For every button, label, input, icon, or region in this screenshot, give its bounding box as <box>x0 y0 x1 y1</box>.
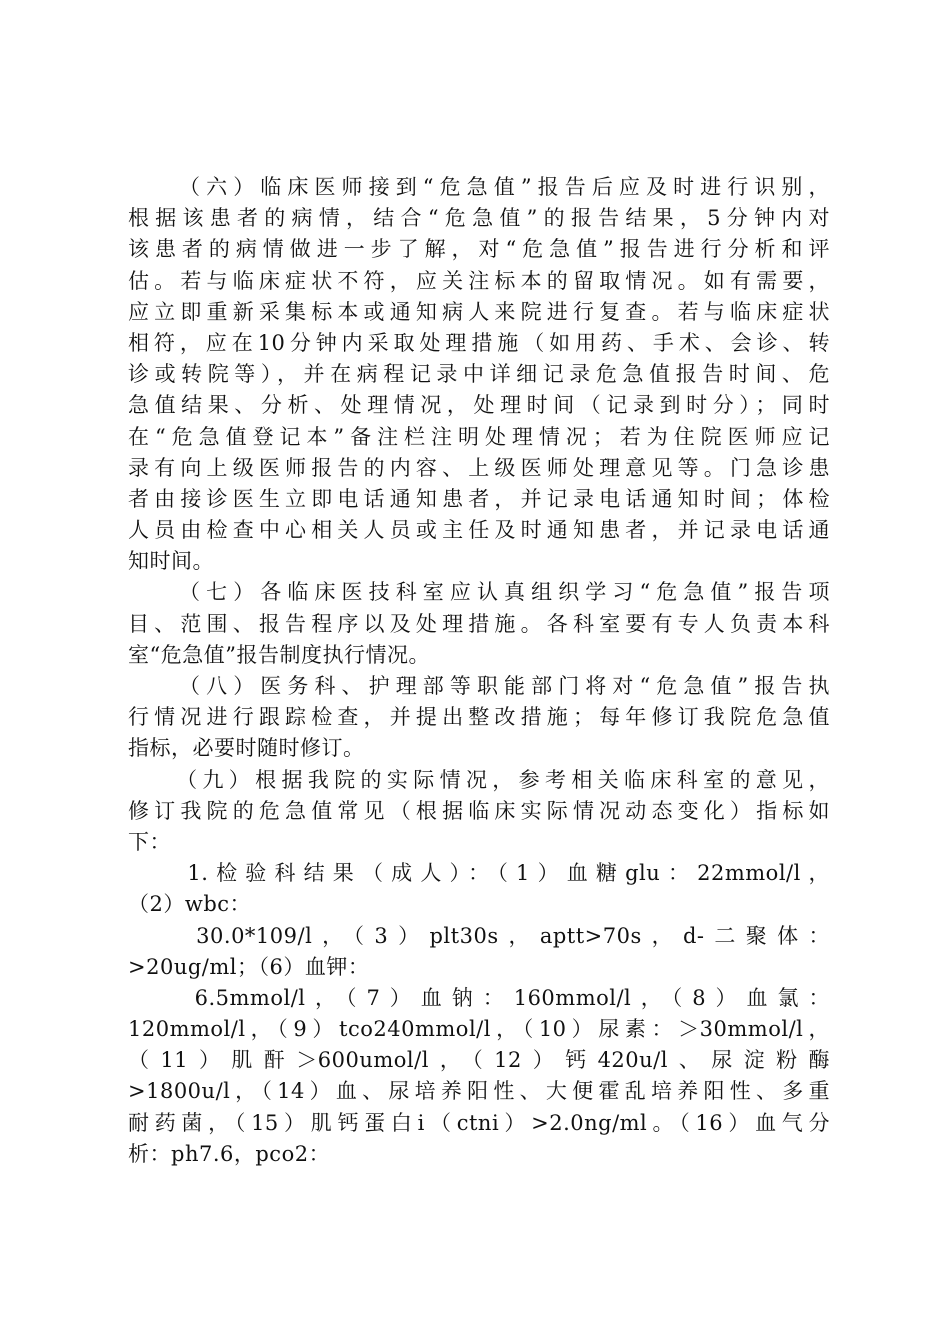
text-line: 室“危急值”报告制度执行情况。 <box>128 642 430 667</box>
text-line: 根据该患者的病情，结合“危急值”的报告结果，5分钟内对 <box>128 206 830 231</box>
text-line: （七）各临床医技科室应认真组织学习“危急值”报告项 <box>128 580 830 605</box>
text-line: 1.检验科结果（成人）：（1）血糖glu：22mmol/l， <box>128 861 830 886</box>
text-line: （2）wbc： <box>128 892 252 917</box>
text-line: 修订我院的危急值常见（根据临床实际情况动态变化）指标如 <box>128 798 830 823</box>
text-line: 6.5mmol/l，（7）血钠：160mmol/l，（8）血氯： <box>128 985 830 1010</box>
text-line: 录有向上级医师报告的内容、上级医师处理意见等。门急诊患 <box>128 455 830 480</box>
text-line: 30.0*109/l，（3）plt30s，aptt>70s，d-二聚体： <box>128 923 830 948</box>
text-line: （九）根据我院的实际情况，参考相关临床科室的意见， <box>128 767 830 792</box>
text-line: （六）临床医师接到“危急值”报告后应及时进行识别， <box>128 175 830 199</box>
text-line: 人员由检查中心相关人员或主任及时通知患者，并记录电话通 <box>128 518 830 543</box>
text-line: 在“危急值登记本”备注栏注明处理情况；若为住院医师应记 <box>128 424 830 449</box>
text-line: 120mmol/l，（9）tco240mmol/l，（10）尿素：＞30mmol/l， <box>128 1017 830 1042</box>
text-line: 指标，必要时随时修订。 <box>128 736 365 761</box>
text-line: （八）医务科、护理部等职能部门将对“危急值”报告执 <box>128 674 830 698</box>
text-line: >20ug/ml；（6）血钾： <box>128 954 370 979</box>
text-line: 应立即重新采集标本或通知病人来院进行复查。若与临床症状 <box>128 299 830 324</box>
text-line: 者由接诊医生立即电话通知患者，并记录电话通知时间；体检 <box>128 486 830 511</box>
text-line: 耐药菌，（15）肌钙蛋白i（ctni）>2.0ng/ml。（16）血气分 <box>128 1110 830 1135</box>
text-line: 知时间。 <box>128 549 214 574</box>
text-line: 估。若与临床症状不符，应关注标本的留取情况。如有需要， <box>128 268 830 293</box>
text-line: （11）肌酐＞600umol/l，（12）钙420u/l、尿淀粉酶 <box>128 1048 830 1073</box>
text-line: 诊或转院等），并在病程记录中详细记录危急值报告时间、危 <box>128 362 830 387</box>
text-line: 下： <box>128 829 171 854</box>
text-line: 目、范围、报告程序以及处理措施。各科室要有专人负责本科 <box>128 611 830 636</box>
text-line: 行情况进行跟踪检查，并提出整改措施；每年修订我院危急值 <box>128 705 830 730</box>
text-line: 析：ph7.6，pco2： <box>128 1141 331 1166</box>
text-line: >1800u/l，（14）血、尿培养阳性、大便霍乱培养阳性、多重 <box>128 1079 830 1104</box>
text-line: 该患者的病情做进一步了解，对“危急值”报告进行分析和评 <box>128 237 830 262</box>
text-line: 相符，应在10分钟内采取处理措施（如用药、手术、会诊、转 <box>128 330 830 355</box>
text-line: 急值结果、分析、处理情况，处理时间（记录到时分）；同时 <box>128 393 830 418</box>
document-body <box>128 172 830 1170</box>
